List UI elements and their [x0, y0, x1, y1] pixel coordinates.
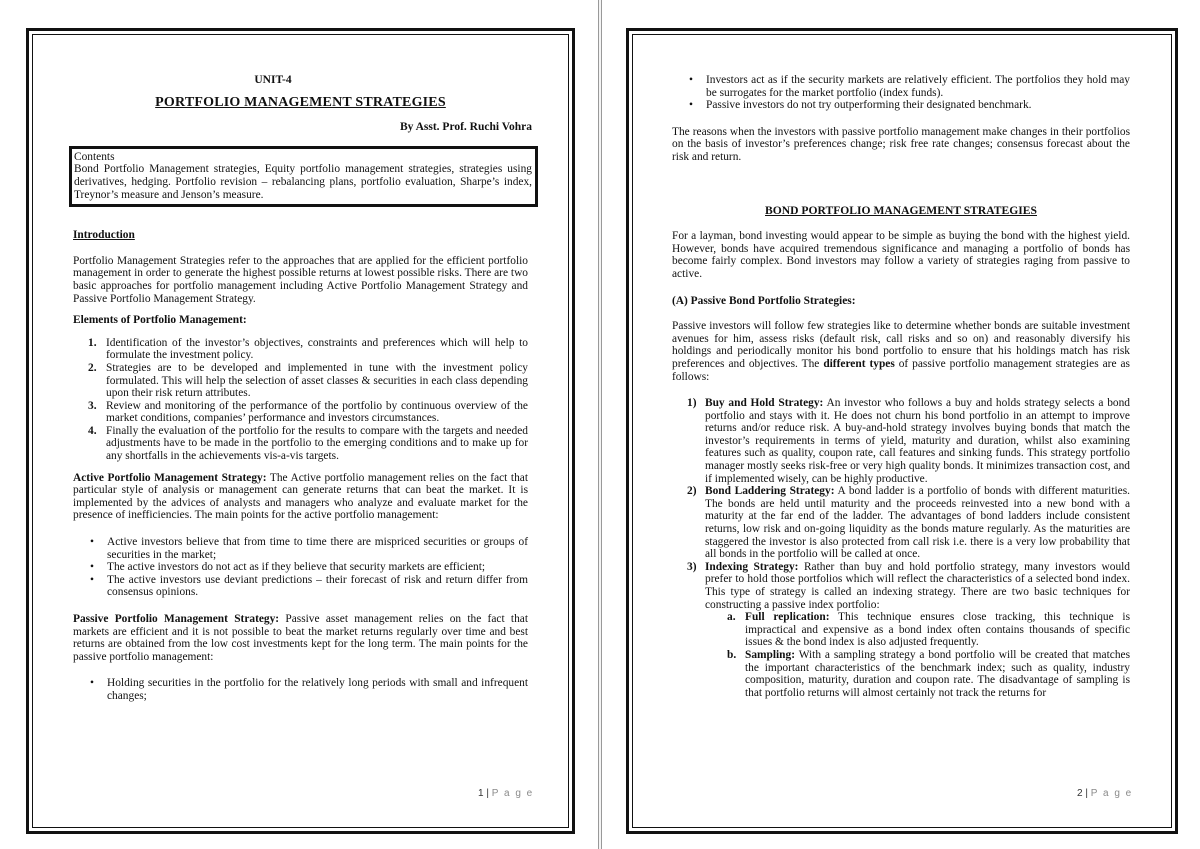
- list-item: • Investors act as if the security markets are relatively efficient. The portfolios they hold may be surrogates for the market portfolio (index funds).: [706, 74, 1130, 99]
- page-2-content: [672, 74, 1130, 699]
- list-item: 2. Strategies are to be developed and implemented in tune with the investment policy formulated. This will help the selection of asset classes & securities in each class depending upon their risk return attributes.: [88, 361, 528, 400]
- passive-strategy-paragraph: Passive Portfolio Management Strategy: Passive asset management relies on the fact that markets are efficient and it is not possible to beat the market returns regularly over time and best returns are obtained from the low cost investments kept for the long term. The main points for the passive portfolio management:: [73, 613, 528, 663]
- passive-bond-heading: (A) Passive Bond Portfolio Strategies:: [672, 294, 856, 307]
- list-item: • Holding securities in the portfolio for the relatively long periods with small and infrequent changes;: [107, 677, 528, 702]
- document-page-1: [0, 0, 598, 849]
- list-item: 2) Bond Laddering Strategy: A bond ladder is a portfolio of bonds with different maturities. The bonds are held until maturity and the proceeds reinvested into a new bond with a maturity at the far end of the ladder. The advantages of bond ladders include consistent returns, low risk and on-going liquidity as the bonds mature regularly. As the maturities are staggered the investor is also protected from call risk i.e. there is a very low probability that all bonds in the portfolio will be called at once.: [687, 485, 1131, 561]
- bond-intro: For a layman, bond investing would appear to be simple as buying the bond with the highest yield. However, bonds have acquired tremendous significance and managing a portfolio of bonds has become fairly complex. Bond investors may follow a variety of strategies raging from passive to active.: [672, 230, 1130, 280]
- document-title: PORTFOLIO MANAGEMENT STRATEGIES: [155, 94, 446, 110]
- unit-label: UNIT-4: [254, 74, 292, 86]
- list-item: a. Full replication: This technique ensures close tracking, this technique is impractical and expensive as a bond index often contains thousands of specific issues & the bond index is also adjusted frequently.: [727, 611, 1131, 649]
- list-item: • Passive investors do not try outperforming their designated benchmark.: [706, 99, 1130, 112]
- techniques-list: [705, 611, 1130, 699]
- passive-points-continued: [672, 74, 1130, 112]
- active-strategy-paragraph: Active Portfolio Management Strategy: The Active portfolio management relies on the fact that particular style of analysis or management can generate returns that can beat the market. It is implemented by the advices of analysts and managers who analyze and evaluate market for the presence of inefficiencies. The main points for the active portfolio management:: [73, 471, 528, 522]
- elements-list: [73, 337, 528, 463]
- list-item: 1) Buy and Hold Strategy: An investor who follows a buy and holds strategy selects a bond portfolio and stays with it. He does not churn his bond portfolio in an attempt to improve returns and/or reduce risk. A buy-and-hold strategy involves buying bonds that match the investor’s requirements in terms of yield, maturity and duration, whilst also examining features such as quality, coupon rate, call features and sinking funds. This strategy portfolio manager mostly seeks risk-free or very high quality bonds. It minimizes transaction cost, and if implemented wisely, can be highly productive.: [687, 397, 1130, 485]
- passive-bond-text: Passive investors will follow few strategies like to determine whether bonds are suitable investment avenues for him, assess risks (default risk, call risks and so on) and reasonably diversify his holdings and periodically monitor his bond portfolio to ensure that his holdings match has risk preferences and objectives. The different types of passive portfolio management strategies are as follows:: [672, 320, 1130, 383]
- list-item: 4. Finally the evaluation of the portfolio for the results to compare with the targets and needed adjustments have to be made in the portfolio to the emerging conditions and to make up for any shortfalls in the achievements vis-a-vis targets.: [88, 424, 528, 463]
- list-item: 3) Indexing Strategy: Rather than buy and hold portfolio strategy, many investors would prefer to hold those portfolios which will reflect the characteristics of a selected bond index. This type of strategy is called an indexing strategy. There are two basic techniques for constructing a passive index portfolio: a. Full replication: This technique ensures close tracking, this technique is impractical and expensive as a bond index often contains thousands of specific issues & the bond index is also adjusted frequently. b. Sampling: With a sampling strategy a bond portfolio will be created that matches the important characteristics of the benchmark index; such as quality, industry composition, maturity, duration and coupon rate. The disadvantage of sampling is that portfolio returns will almost certainly not track the returns for: [687, 560, 1131, 699]
- list-item: • The active investors do not act as if they believe that security markets are efficient;: [107, 561, 528, 574]
- passive-points-list: [73, 677, 528, 702]
- contents-box: [69, 146, 538, 207]
- intro-text: Portfolio Management Strategies refer to the approaches that are applied for the efficient portfolio management in order to generate the highest possible returns at lowest possible risks. There are two basic approaches for portfolio management including Active Portfolio Management Strategy and Passive Portfolio Management Strategy.: [73, 254, 528, 305]
- strategies-list: [672, 397, 1130, 699]
- reasons-text: The reasons when the investors with passive portfolio management make changes in their portfolios on the basis of investor’s preferences change; risk free rate changes; consensus forecast about the risk and return.: [672, 125, 1130, 163]
- page-number: 1: [478, 788, 484, 799]
- elements-heading: Elements of Portfolio Management:: [73, 314, 247, 327]
- page-number: 2: [1077, 788, 1083, 799]
- intro-heading: Introduction: [73, 229, 135, 242]
- list-item: • Active investors believe that from time to time there are mispriced securities or groups of securities in the market;: [107, 536, 528, 561]
- active-points-list: [73, 536, 528, 599]
- contents-text: Bond Portfolio Management strategies, Equity portfolio management strategies, strategies using derivatives, hedging. Portfolio revision – rebalancing plans, portfolio evaluation, Sharpe’s index, Treynor’s measure and Jenson’s measure.: [74, 163, 532, 201]
- page-label: P a g e: [1090, 788, 1133, 799]
- list-item: b. Sampling: With a sampling strategy a bond portfolio will be created that matches the important characteristics of the benchmark index; such as quality, industry composition, maturity, duration and coupon rate. The disadvantage of sampling is that portfolio returns will almost certainly not track the returns for: [727, 648, 1130, 699]
- active-strategy-heading: Active Portfolio Management Strategy:: [73, 471, 267, 484]
- page-label: P a g e: [491, 788, 534, 799]
- page-footer: 2 | P a g e: [1077, 788, 1133, 799]
- author-byline: By Asst. Prof. Ruchi Vohra: [399, 121, 532, 134]
- contents-label: Contents: [74, 150, 115, 163]
- list-item: 3. Review and monitoring of the performance of the portfolio by continuous overview of the market conditions, companies’ performance and investors circumstances.: [88, 399, 528, 425]
- document-page-2: [602, 0, 1200, 849]
- page-footer: 1 | P a g e: [478, 788, 534, 799]
- list-item: • The active investors use deviant predictions – their forecast of risk and return differ from consensus opinions.: [107, 574, 528, 599]
- page-1-content: [73, 74, 532, 703]
- passive-strategy-heading: Passive Portfolio Management Strategy:: [73, 613, 280, 625]
- bond-heading: BOND PORTFOLIO MANAGEMENT STRATEGIES: [765, 203, 1037, 217]
- list-item: 1. Identification of the investor’s objectives, constraints and preferences which will help to formulate the investment policy.: [88, 336, 528, 362]
